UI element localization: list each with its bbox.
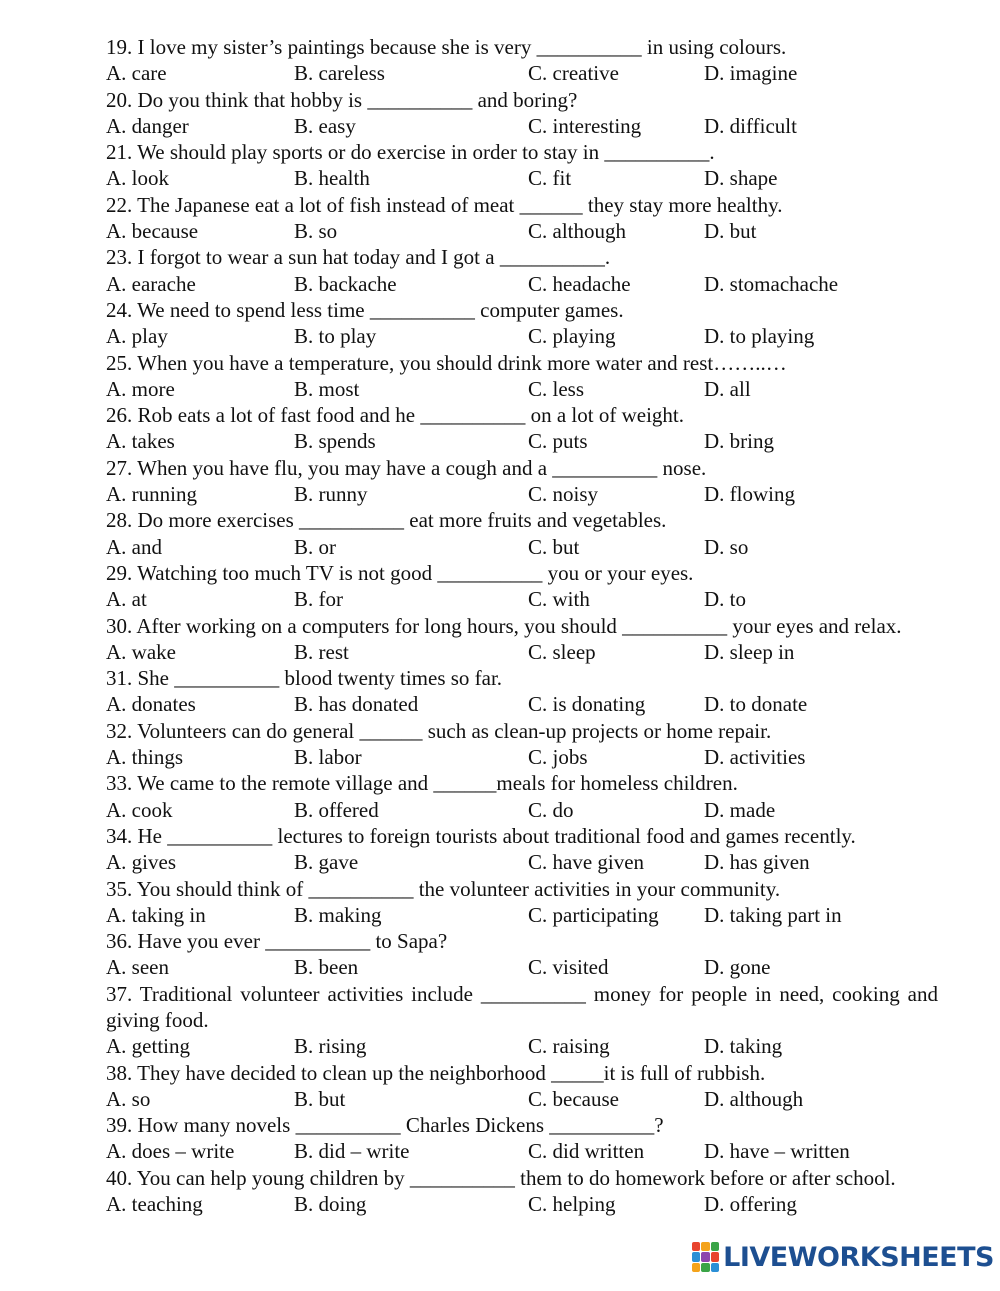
- option-a[interactable]: A. takes: [106, 429, 175, 454]
- option-c[interactable]: C. raising: [528, 1034, 610, 1059]
- question-item: [106, 1112, 938, 1165]
- option-a[interactable]: A. teaching: [106, 1192, 203, 1217]
- question-item: [106, 87, 938, 140]
- option-b[interactable]: B. health: [294, 166, 370, 191]
- question-text: 30. After working on a computers for long hours, you should __________ your eyes and relax.: [106, 613, 902, 638]
- option-b[interactable]: B. making: [294, 902, 382, 927]
- answer-options: [106, 586, 938, 612]
- option-c[interactable]: C. visited: [528, 955, 609, 980]
- option-c[interactable]: C. did written: [528, 1139, 645, 1164]
- question-text: 33. We came to the remote village and ______meals for homeless children.: [106, 771, 738, 796]
- option-a[interactable]: A. gives: [106, 850, 176, 875]
- option-b[interactable]: B. so: [294, 219, 338, 244]
- answer-options: [106, 323, 938, 349]
- logo-tile: [701, 1252, 709, 1261]
- option-b[interactable]: B. offered: [294, 797, 379, 822]
- option-c[interactable]: C. less: [528, 376, 585, 401]
- option-b[interactable]: B. or: [294, 534, 336, 559]
- option-c[interactable]: C. creative: [528, 61, 619, 86]
- option-a[interactable]: A. donates: [106, 692, 196, 717]
- answer-options: [106, 165, 938, 191]
- option-d[interactable]: D. difficult: [704, 113, 797, 138]
- answer-options: [106, 1191, 938, 1217]
- question-item: [106, 350, 938, 403]
- option-b[interactable]: B. did – write: [294, 1139, 410, 1164]
- question-text: 32. Volunteers can do general ______ such as clean-up projects or home repair.: [106, 718, 772, 743]
- option-b[interactable]: B. to play: [294, 324, 377, 349]
- option-a[interactable]: A. danger: [106, 113, 189, 138]
- question-text: 26. Rob eats a lot of fast food and he __________ on a lot of weight.: [106, 403, 684, 428]
- answer-options: [106, 534, 938, 560]
- option-c[interactable]: C. jobs: [528, 745, 588, 770]
- option-b[interactable]: B. most: [294, 376, 360, 401]
- question-item: [106, 139, 938, 192]
- option-b[interactable]: B. has donated: [294, 692, 419, 717]
- option-a[interactable]: A. running: [106, 482, 197, 507]
- option-c[interactable]: C. helping: [528, 1192, 616, 1217]
- option-c[interactable]: C. with: [528, 587, 590, 612]
- option-b[interactable]: B. runny: [294, 482, 368, 507]
- option-a[interactable]: A. and: [106, 534, 162, 559]
- option-d[interactable]: D. offering: [704, 1192, 797, 1217]
- logo-tile: [692, 1242, 700, 1251]
- option-d[interactable]: D. has given: [704, 850, 810, 875]
- answer-options: [106, 1138, 938, 1164]
- option-a[interactable]: A. play: [106, 324, 168, 349]
- question-text: 21. We should play sports or do exercise in order to stay in __________.: [106, 140, 715, 165]
- option-a[interactable]: A. at: [106, 587, 147, 612]
- answer-options: [106, 428, 938, 454]
- answer-options: [106, 60, 938, 86]
- question-item: [106, 823, 938, 876]
- option-a[interactable]: A. earache: [106, 271, 196, 296]
- answer-options: [106, 1033, 938, 1059]
- answer-options: [106, 849, 938, 875]
- option-b[interactable]: B. spends: [294, 429, 376, 454]
- option-b[interactable]: B. rising: [294, 1034, 367, 1059]
- option-d[interactable]: D. taking part in: [704, 902, 842, 927]
- question-text: 29. Watching too much TV is not good __________ you or your eyes.: [106, 560, 694, 585]
- option-d[interactable]: D. to: [704, 587, 746, 612]
- question-text: 34. He __________ lectures to foreign tourists about traditional food and games recently.: [106, 823, 856, 848]
- option-d[interactable]: D. made: [704, 797, 776, 822]
- question-item: [106, 1165, 938, 1218]
- question-item: [106, 192, 938, 245]
- option-d[interactable]: D. taking: [704, 1034, 783, 1059]
- question-item: [106, 928, 938, 981]
- option-b[interactable]: B. rest: [294, 639, 349, 664]
- logo-tile: [711, 1252, 719, 1261]
- logo-tile: [701, 1263, 709, 1272]
- liveworksheets-logo-icon: [692, 1242, 719, 1272]
- option-a[interactable]: A. so: [106, 1086, 151, 1111]
- option-c[interactable]: C. is donating: [528, 692, 646, 717]
- question-text: 23. I forgot to wear a sun hat today and I got a __________.: [106, 245, 611, 270]
- question-text: 40. You can help young children by __________ them to do homework before or after school.: [106, 1165, 896, 1190]
- option-b[interactable]: B. been: [294, 955, 359, 980]
- option-d[interactable]: D. shape: [704, 166, 778, 191]
- option-b[interactable]: B. gave: [294, 850, 359, 875]
- question-text: 22. The Japanese eat a lot of fish instead of meat ______ they stay more healthy.: [106, 192, 783, 217]
- option-a[interactable]: A. things: [106, 745, 184, 770]
- question-item: [106, 1060, 938, 1113]
- question-item: [106, 34, 938, 87]
- option-b[interactable]: B. labor: [294, 745, 362, 770]
- answer-options: [106, 797, 938, 823]
- question-item: [106, 402, 938, 455]
- option-c[interactable]: C. because: [528, 1086, 619, 1111]
- option-c[interactable]: C. noisy: [528, 482, 599, 507]
- answer-options: [106, 744, 938, 770]
- answer-options: [106, 113, 938, 139]
- answer-options: [106, 481, 938, 507]
- question-text: 20. Do you think that hobby is __________ and boring?: [106, 87, 578, 112]
- answer-options: [106, 271, 938, 297]
- question-item: [106, 876, 938, 929]
- option-a[interactable]: A. cook: [106, 797, 173, 822]
- question-item: [106, 507, 938, 560]
- option-b[interactable]: B. backache: [294, 271, 397, 296]
- question-text: 31. She __________ blood twenty times so far.: [106, 666, 503, 691]
- option-d[interactable]: D. although: [704, 1086, 804, 1111]
- option-b[interactable]: B. doing: [294, 1192, 367, 1217]
- logo-tile: [692, 1252, 700, 1261]
- watermark-text: LIVEWORKSHEETS: [723, 1241, 994, 1273]
- option-c[interactable]: C. have given: [528, 850, 645, 875]
- option-c[interactable]: C. headache: [528, 271, 631, 296]
- question-item: [106, 560, 938, 613]
- question-text: 25. When you have a temperature, you should drink more water and rest……..…: [106, 350, 787, 375]
- question-text: 28. Do more exercises __________ eat more fruits and vegetables.: [106, 508, 667, 533]
- option-d[interactable]: D. gone: [704, 955, 771, 980]
- liveworksheets-watermark: [692, 1230, 994, 1284]
- option-b[interactable]: B. for: [294, 587, 343, 612]
- logo-tile: [711, 1263, 719, 1272]
- option-c[interactable]: C. do: [528, 797, 574, 822]
- option-a[interactable]: A. look: [106, 166, 169, 191]
- logo-tile: [701, 1242, 709, 1251]
- question-item: [106, 244, 938, 297]
- question-item: [106, 770, 938, 823]
- option-a[interactable]: A. does – write: [106, 1139, 235, 1164]
- option-d[interactable]: D. imagine: [704, 61, 798, 86]
- logo-tile: [692, 1263, 700, 1272]
- option-c[interactable]: C. fit: [528, 166, 572, 191]
- question-item: [106, 718, 938, 771]
- question-text: 27. When you have flu, you may have a cough and a __________ nose.: [106, 455, 707, 480]
- option-d[interactable]: D. have – written: [704, 1139, 850, 1164]
- question-text: 19. I love my sister’s paintings because she is very __________ in using colours.: [106, 35, 787, 59]
- option-d[interactable]: D. so: [704, 534, 749, 559]
- option-a[interactable]: A. more: [106, 376, 175, 401]
- option-d[interactable]: D. sleep in: [704, 639, 795, 664]
- option-d[interactable]: D. stomachache: [704, 271, 839, 296]
- question-item: [106, 455, 938, 508]
- option-d[interactable]: D. but: [704, 219, 757, 244]
- option-c[interactable]: C. but: [528, 534, 580, 559]
- option-d[interactable]: D. bring: [704, 429, 774, 454]
- logo-tile: [711, 1242, 719, 1251]
- question-item: [106, 613, 938, 666]
- question-text: 37. Traditional volunteer activities include __________ money for people in need, cooking and giving food.: [106, 981, 938, 1032]
- option-d[interactable]: D. to playing: [704, 324, 815, 349]
- answer-options: [106, 691, 938, 717]
- option-c[interactable]: C. interesting: [528, 113, 642, 138]
- option-a[interactable]: A. seen: [106, 955, 169, 980]
- option-b[interactable]: B. easy: [294, 113, 356, 138]
- answer-options: [106, 218, 938, 244]
- answer-options: [106, 376, 938, 402]
- option-c[interactable]: C. playing: [528, 324, 616, 349]
- option-d[interactable]: D. flowing: [704, 482, 795, 507]
- question-text: 24. We need to spend less time __________ computer games.: [106, 297, 624, 322]
- question-item: [106, 665, 938, 718]
- option-a[interactable]: A. wake: [106, 639, 176, 664]
- option-d[interactable]: D. activities: [704, 745, 806, 770]
- answer-options: [106, 1086, 938, 1112]
- question-list: [106, 34, 938, 1217]
- option-d[interactable]: D. all: [704, 376, 751, 401]
- answer-options: [106, 639, 938, 665]
- question-text: 39. How many novels __________ Charles Dickens __________?: [106, 1113, 664, 1138]
- question-text: 35. You should think of __________ the volunteer activities in your community.: [106, 876, 781, 901]
- option-b[interactable]: B. but: [294, 1086, 346, 1111]
- answer-options: [106, 902, 938, 928]
- option-a[interactable]: A. care: [106, 61, 167, 86]
- option-a[interactable]: A. taking in: [106, 902, 206, 927]
- question-text: 36. Have you ever __________ to Sapa?: [106, 929, 448, 954]
- option-c[interactable]: C. participating: [528, 902, 659, 927]
- option-c[interactable]: C. although: [528, 219, 626, 244]
- question-item: [106, 981, 938, 1060]
- answer-options: [106, 954, 938, 980]
- option-a[interactable]: A. because: [106, 219, 199, 244]
- option-c[interactable]: C. puts: [528, 429, 588, 454]
- question-item: [106, 297, 938, 350]
- question-text: 38. They have decided to clean up the neighborhood _____it is full of rubbish.: [106, 1060, 766, 1085]
- option-d[interactable]: D. to donate: [704, 692, 808, 717]
- option-b[interactable]: B. careless: [294, 61, 385, 86]
- option-a[interactable]: A. getting: [106, 1034, 190, 1059]
- option-c[interactable]: C. sleep: [528, 639, 596, 664]
